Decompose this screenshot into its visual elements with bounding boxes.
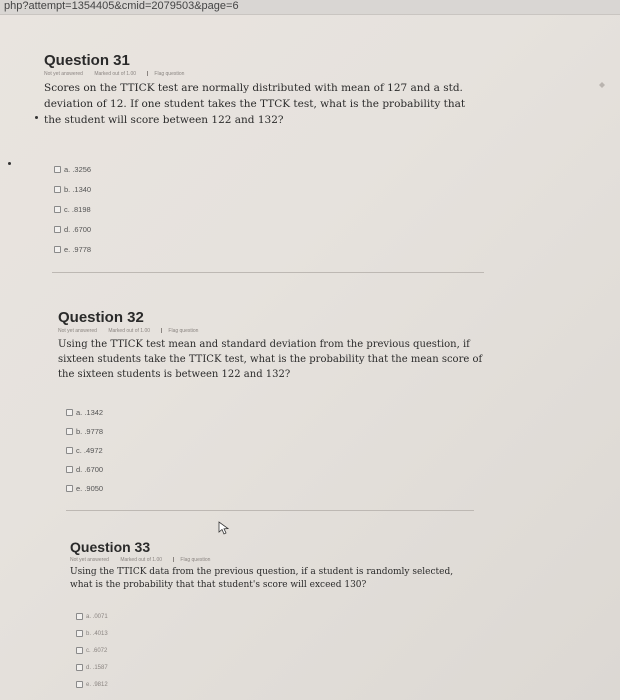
radio-button[interactable] (76, 613, 83, 620)
answer-option-a[interactable]: a. .1342 (66, 403, 103, 422)
answer-option-b[interactable]: b. .4013 (76, 625, 108, 642)
radio-button[interactable] (66, 447, 73, 454)
answer-option-d[interactable]: d. .6700 (54, 219, 91, 239)
question-title: Question 32 (58, 309, 144, 326)
answer-option-b[interactable]: b. .1340 (54, 179, 91, 199)
answer-option-c[interactable]: c. .8198 (54, 199, 91, 219)
question-info (44, 70, 484, 78)
question-info (70, 556, 470, 564)
answer-option-e[interactable]: e. .9050 (66, 479, 103, 498)
question-grade: Marked out of 1.00 (108, 328, 151, 334)
radio-button[interactable] (76, 630, 83, 637)
radio-button[interactable] (54, 166, 61, 173)
flag-question-link[interactable]: Flag question (161, 328, 208, 334)
flag-question-link[interactable]: Flag question (147, 71, 194, 77)
radio-button[interactable] (66, 466, 73, 473)
question-title: Question 33 (70, 539, 151, 555)
question-status: Not yet answered (70, 557, 109, 563)
radio-button[interactable] (54, 246, 61, 253)
question-status: Not yet answered (44, 71, 83, 77)
answer-option-a[interactable]: a. .0071 (76, 608, 108, 625)
radio-button[interactable] (54, 186, 61, 193)
question-text: Scores on the TTICK test are normally distributed with mean of 127 and a std. deviation of 12. If one student takes the TTCK test, what is the probability that the student will score between 122 and 132? (44, 82, 466, 126)
question-divider (52, 272, 484, 273)
question-text: Using the TTICK test mean and standard deviation from the previous question, if sixteen students take the TTICK test, what is the probability that the mean score of the sixteen students is between 122 and 132? (58, 339, 483, 380)
radio-button[interactable] (54, 206, 61, 213)
question-divider (66, 510, 474, 511)
question-32 (58, 309, 488, 382)
radio-button[interactable] (66, 409, 73, 416)
flag-icon (173, 557, 178, 562)
radio-button[interactable] (54, 226, 61, 233)
answer-options (54, 159, 91, 259)
question-title: Question 31 (44, 52, 130, 69)
radio-button[interactable] (76, 664, 83, 671)
page-marker (8, 162, 11, 165)
answer-option-a[interactable]: a. .3256 (54, 159, 91, 179)
flag-icon (161, 328, 166, 333)
question-31 (44, 52, 484, 128)
question-grade: Marked out of 1.00 (94, 71, 137, 77)
question-33 (70, 538, 470, 592)
radio-button[interactable] (76, 681, 83, 688)
address-bar[interactable] (0, 0, 620, 15)
radio-button[interactable] (66, 485, 73, 492)
radio-button[interactable] (76, 647, 83, 654)
answer-option-c[interactable]: c. .6072 (76, 642, 108, 659)
url-text: php?attempt=1354405&cmid=2079503&page=6 (4, 0, 239, 12)
mouse-cursor-icon (218, 521, 230, 535)
radio-button[interactable] (66, 428, 73, 435)
answer-option-d[interactable]: d. .1587 (76, 659, 108, 676)
answer-option-e[interactable]: e. .9778 (54, 239, 91, 259)
answer-option-c[interactable]: c. .4972 (66, 441, 103, 460)
block-nav-icon[interactable] (597, 80, 607, 90)
question-grade: Marked out of 1.00 (120, 557, 163, 563)
answer-option-e[interactable]: e. .9812 (76, 676, 108, 693)
flag-question-link[interactable]: Flag question (173, 557, 220, 563)
question-info (58, 327, 488, 335)
question-status: Not yet answered (58, 328, 97, 334)
answer-options (76, 608, 108, 693)
question-text: Using the TTICK data from the previous question, if a student is randomly selected, what is the probability that that student's score will exceed 130? (70, 567, 454, 590)
page-marker (35, 116, 38, 119)
answer-option-b[interactable]: b. .9778 (66, 422, 103, 441)
answer-options (66, 403, 103, 498)
flag-icon (147, 71, 152, 76)
answer-option-d[interactable]: d. .6700 (66, 460, 103, 479)
